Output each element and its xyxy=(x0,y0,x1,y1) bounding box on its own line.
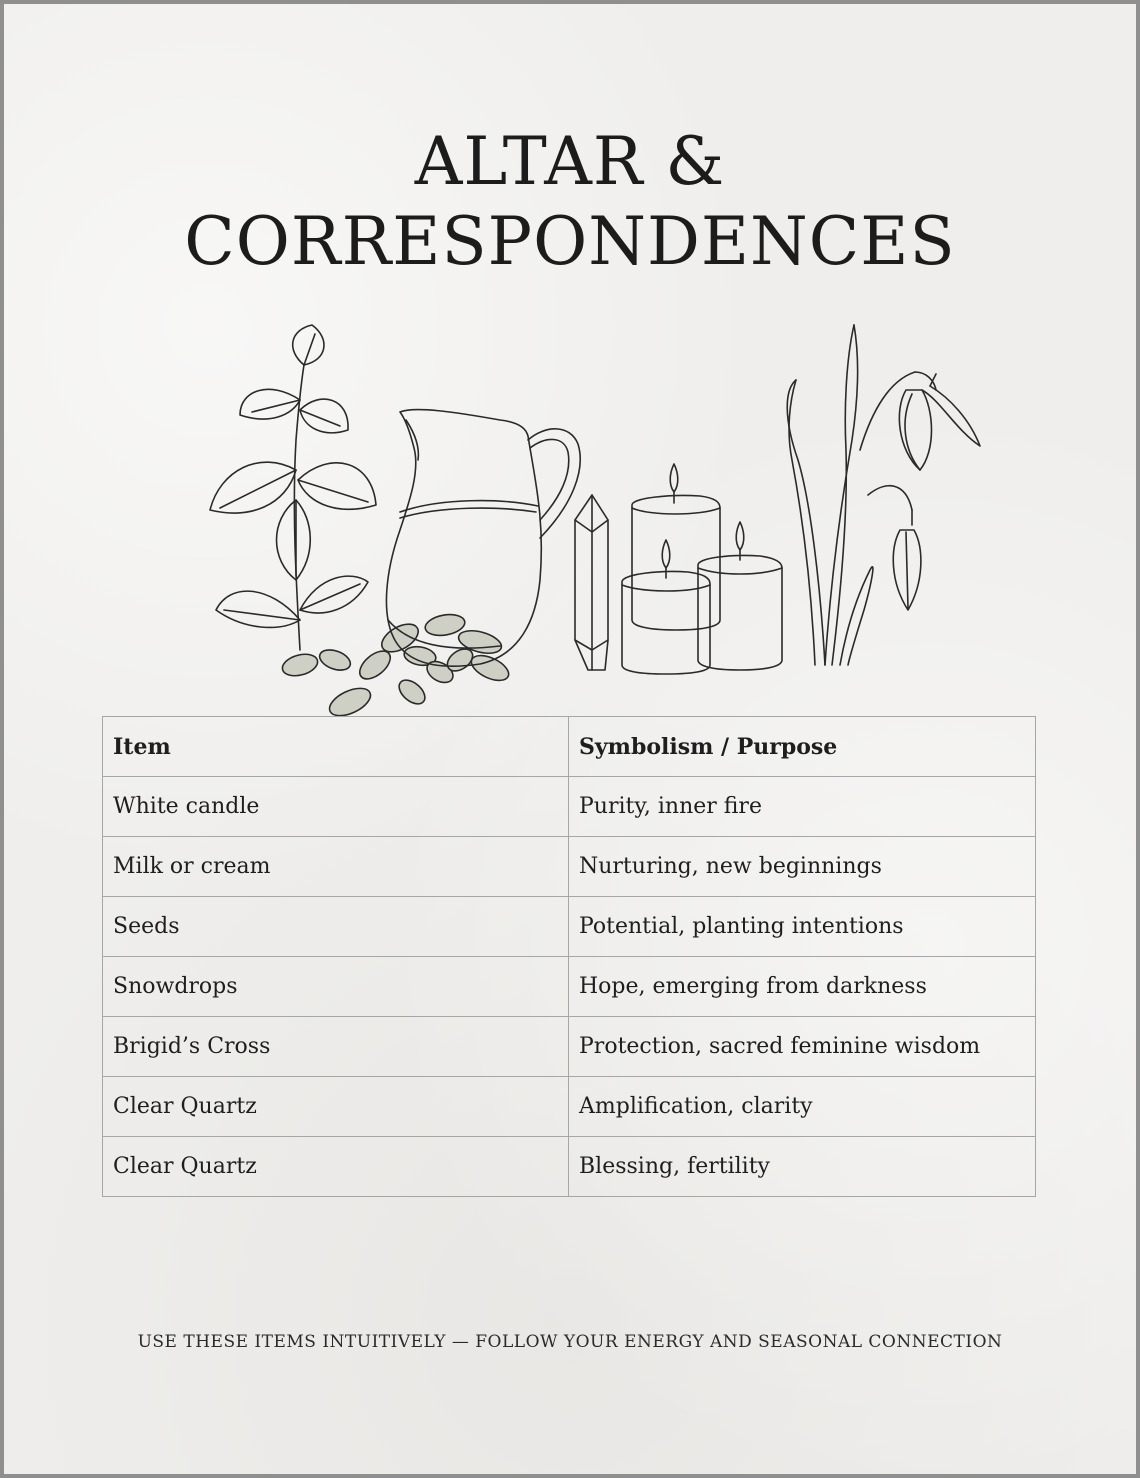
candles-icon xyxy=(622,464,782,674)
correspondences-table xyxy=(102,716,1035,1197)
table-row xyxy=(103,777,1036,837)
item-cell: Brigid’s Cross xyxy=(103,1017,569,1077)
table-row xyxy=(103,1017,1036,1077)
purpose-cell: Purity, inner fire xyxy=(569,777,1036,837)
header-symbolism: Symbolism / Purpose xyxy=(569,717,1036,777)
quartz-crystal-icon xyxy=(575,495,608,670)
table-row xyxy=(103,957,1036,1017)
table-row xyxy=(103,897,1036,957)
table-row xyxy=(103,1137,1036,1197)
snowdrop-flower-icon xyxy=(787,325,980,665)
item-cell: Clear Quartz xyxy=(103,1077,569,1137)
table-row xyxy=(103,1077,1036,1137)
item-cell: White candle xyxy=(103,777,569,837)
purpose-cell: Protection, sacred feminine wisdom xyxy=(569,1017,1036,1077)
purpose-cell: Amplification, clarity xyxy=(569,1077,1036,1137)
item-cell: Seeds xyxy=(103,897,569,957)
item-cell: Milk or cream xyxy=(103,837,569,897)
altar-illustration xyxy=(200,320,1000,725)
header-item: Item xyxy=(103,717,569,777)
purpose-cell: Blessing, fertility xyxy=(569,1137,1036,1197)
basil-plant-icon xyxy=(210,325,376,650)
item-cell: Snowdrops xyxy=(103,957,569,1017)
purpose-cell: Nurturing, new beginnings xyxy=(569,837,1036,897)
footer-note: USE THESE ITEMS INTUITIVELY — FOLLOW YOUR ENERGY AND SEASONAL CONNECTION xyxy=(137,1332,1003,1352)
purpose-cell: Potential, planting intentions xyxy=(569,897,1036,957)
item-cell: Clear Quartz xyxy=(103,1137,569,1197)
table-header-row xyxy=(103,717,1036,777)
page-title-line-1: ALTAR & xyxy=(414,123,726,200)
table-row xyxy=(103,837,1036,897)
page-title-line-2: CORRESPONDENCES xyxy=(184,203,956,280)
purpose-cell: Hope, emerging from darkness xyxy=(569,957,1036,1017)
